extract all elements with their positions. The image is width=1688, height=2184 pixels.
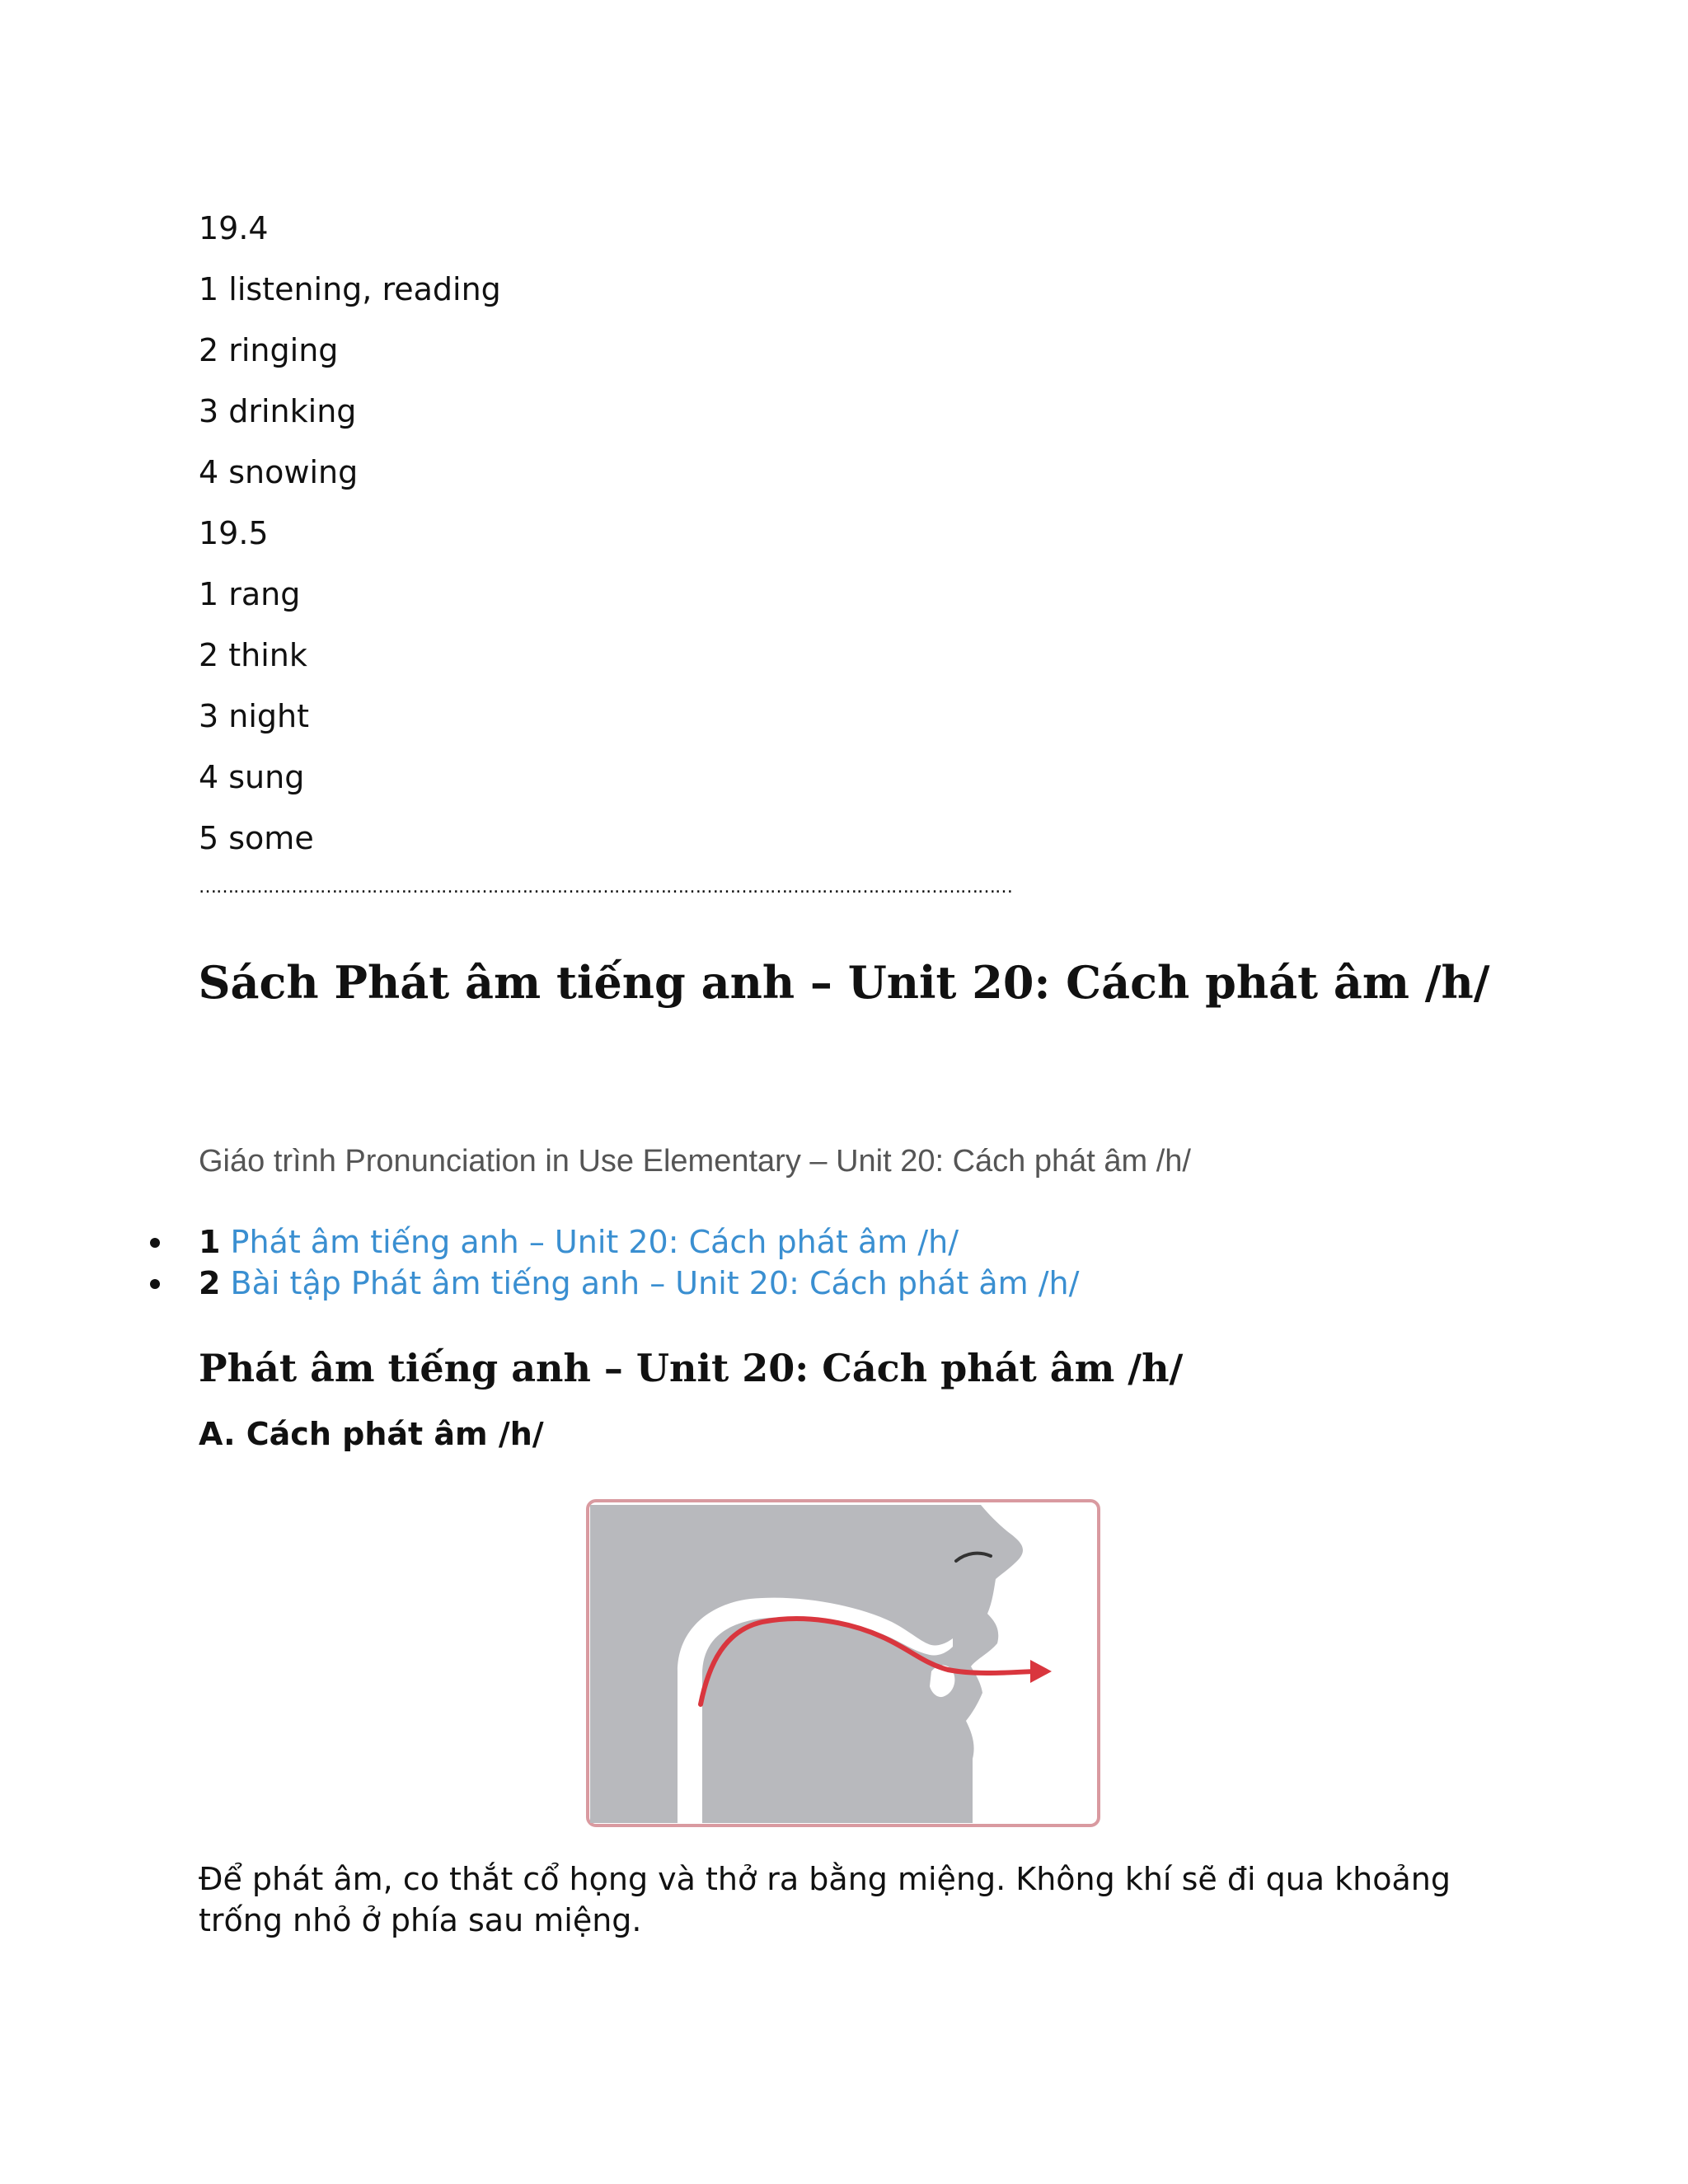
toc-link[interactable]: Phát âm tiếng anh – Unit 20: Cách phát âm /h/ xyxy=(230,1224,959,1260)
description-paragraph: Để phát âm, co thắt cổ họng và thở ra bằng miệng. Không khí sẽ đi qua khoảng trống nhỏ ở phía sau miệng. xyxy=(199,1861,1451,1938)
answer-line: 1 listening, reading xyxy=(199,271,501,307)
sub-heading: A. Cách phát âm /h/ xyxy=(199,1416,544,1452)
answer-line: 19.4 xyxy=(199,210,269,246)
answer-list xyxy=(199,198,501,869)
head-silhouette xyxy=(590,1505,1023,1823)
section-heading: Phát âm tiếng anh – Unit 20: Cách phát âm /h/ xyxy=(199,1346,1184,1390)
page-subtitle: Giáo trình Pronunciation in Use Elementary – Unit 20: Cách phát âm /h/ xyxy=(199,1144,1191,1179)
answer-line: 2 think xyxy=(199,637,307,673)
toc-link[interactable]: Bài tập Phát âm tiếng anh – Unit 20: Cách phát âm /h/ xyxy=(230,1265,1080,1301)
table-of-contents xyxy=(132,1221,1079,1304)
toc-number: 2 xyxy=(199,1265,221,1301)
toc-number: 1 xyxy=(199,1224,221,1260)
bullet-icon xyxy=(150,1279,160,1289)
answer-line: 5 some xyxy=(199,820,314,856)
answer-line: 1 rang xyxy=(199,576,301,612)
answer-line: 19.5 xyxy=(199,515,269,551)
dotted-separator: …………………………………………………………………………………………………………………………… xyxy=(199,877,1012,898)
answer-line: 3 night xyxy=(199,698,310,734)
answer-line: 2 ringing xyxy=(199,332,339,368)
toc-item xyxy=(132,1221,1079,1263)
answer-line: 4 sung xyxy=(199,759,305,795)
page-title: Sách Phát âm tiếng anh – Unit 20: Cách phát âm /h/ xyxy=(198,956,1490,1009)
answer-line: 3 drinking xyxy=(199,393,357,429)
answer-line: 4 snowing xyxy=(199,454,359,490)
mouth-airflow-diagram-icon xyxy=(585,1498,1101,1828)
toc-item xyxy=(132,1263,1079,1304)
bullet-icon xyxy=(150,1238,160,1248)
